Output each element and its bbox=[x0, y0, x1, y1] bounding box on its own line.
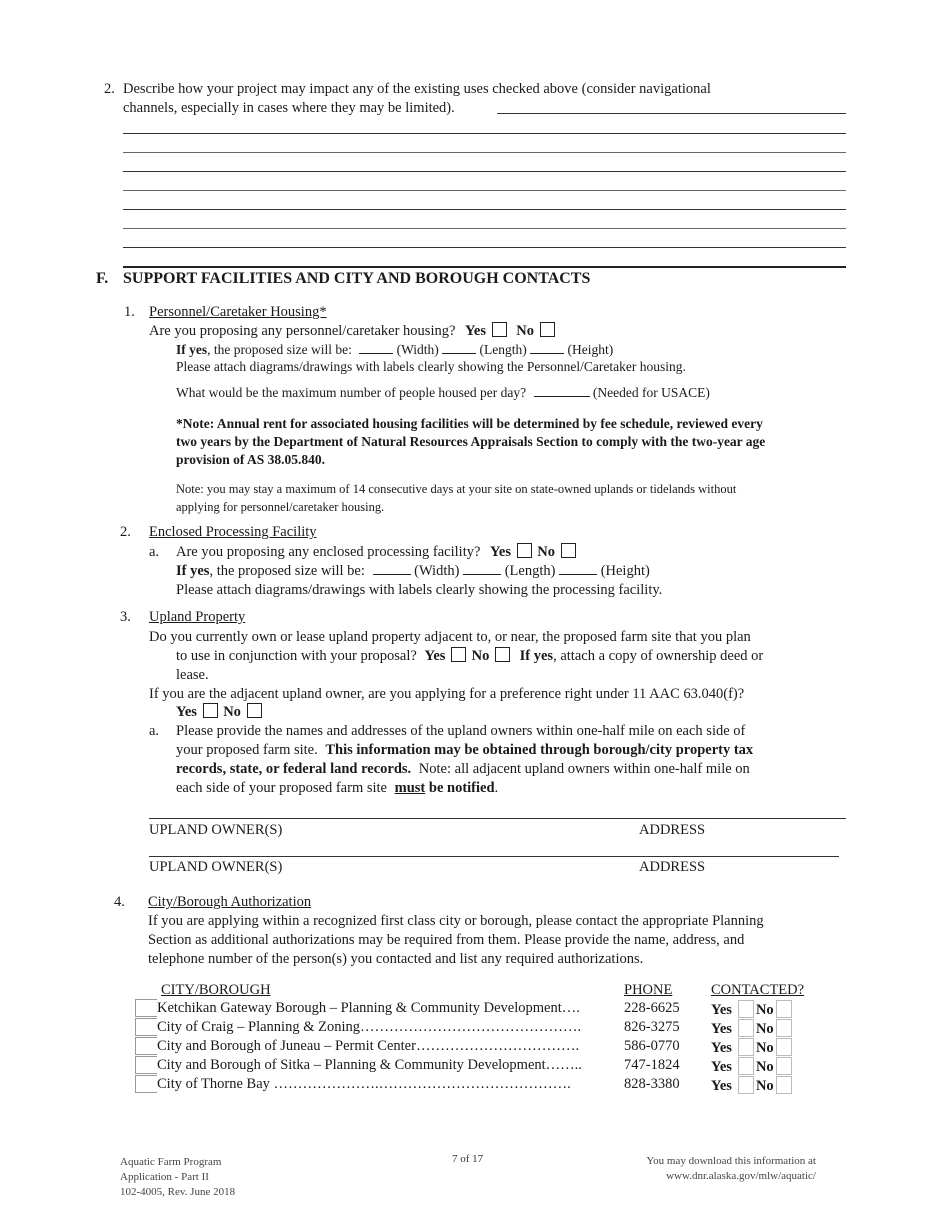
col-header-contacted: CONTACTED? bbox=[711, 982, 805, 998]
q2-answer-line-5[interactable] bbox=[123, 209, 846, 210]
item4-line1: If you are applying within a recognized first class city or borough, please contact the appropriate Planning bbox=[148, 913, 764, 929]
row-select-box-1[interactable] bbox=[135, 1018, 157, 1036]
section-divider bbox=[123, 266, 846, 268]
city-no-checkbox-3[interactable] bbox=[776, 1057, 792, 1075]
item2-title: Enclosed Processing Facility bbox=[149, 524, 317, 540]
item2-no-label: No bbox=[537, 544, 555, 560]
item1-question-row bbox=[149, 322, 557, 340]
item3-a-line2b: This information may be obtained through borough/city property tax bbox=[325, 742, 754, 758]
item2-number: 2. bbox=[120, 524, 131, 540]
item1-height-input[interactable] bbox=[530, 342, 564, 354]
upland-owner-label-2: UPLAND OWNER(S) bbox=[149, 859, 283, 875]
city-no-checkbox-2[interactable] bbox=[776, 1038, 792, 1056]
item1-ifyes-bold: If yes bbox=[176, 342, 208, 357]
item3-a-line4a: each side of your proposed farm site bbox=[176, 780, 387, 796]
row-select-box-0[interactable] bbox=[135, 999, 157, 1017]
item3-q-row2 bbox=[176, 647, 763, 665]
item1-ifyes-rest: , the proposed size will be: bbox=[207, 342, 352, 357]
item1-length-input[interactable] bbox=[442, 342, 476, 354]
item1-max-question: What would be the maximum number of people housed per day? bbox=[176, 385, 527, 400]
item3-pref-yes-checkbox[interactable] bbox=[203, 703, 218, 718]
item1-yes-label: Yes bbox=[465, 323, 486, 339]
city-name-1: City of Craig – Planning & Zoning………………………………………. bbox=[157, 1019, 582, 1035]
city-no-label-3: No bbox=[755, 1059, 774, 1075]
q2-answer-line-0[interactable] bbox=[497, 113, 846, 114]
item3-no-checkbox[interactable] bbox=[495, 647, 510, 662]
city-contacted-2 bbox=[711, 1038, 792, 1057]
item2-length-input[interactable] bbox=[463, 563, 501, 575]
q2-answer-line-1[interactable] bbox=[123, 133, 846, 134]
item3-a-line3 bbox=[176, 760, 750, 778]
item2-length-label: (Length) bbox=[504, 563, 556, 579]
q2-number: 2. bbox=[104, 81, 115, 97]
q2-text-line1: Describe how your project may impact any of the existing uses checked above (consider navigational bbox=[123, 81, 711, 97]
footer-page-number: 7 of 17 bbox=[452, 1153, 484, 1165]
city-no-label-2: No bbox=[755, 1040, 774, 1056]
item3-a-line4b: must bbox=[394, 780, 426, 796]
upland-owner-label-1: UPLAND OWNER(S) bbox=[149, 822, 283, 838]
city-name-2: City and Borough of Juneau – Permit Center……………………………. bbox=[157, 1038, 580, 1054]
row-select-box-2[interactable] bbox=[135, 1037, 157, 1055]
item2-question: Are you proposing any enclosed processing facility? bbox=[176, 544, 481, 560]
item2-ifyes-bold: If yes bbox=[176, 563, 210, 579]
item1-max-input[interactable] bbox=[534, 385, 590, 397]
col-header-city: CITY/BOROUGH bbox=[161, 982, 271, 998]
item3-pref-no-label: No bbox=[223, 704, 241, 720]
item1-title: Personnel/Caretaker Housing* bbox=[149, 304, 327, 320]
item3-pref-no-checkbox[interactable] bbox=[247, 703, 262, 718]
item1-note-line2: two years by the Department of Natural Resources Appraisals Section to comply with the two-year age bbox=[176, 434, 766, 449]
item2-width-label: (Width) bbox=[414, 563, 460, 579]
item3-a-line2 bbox=[176, 741, 753, 759]
item3-q-line2: to use in conjunction with your proposal? bbox=[176, 648, 417, 664]
city-yes-label-1: Yes bbox=[711, 1021, 732, 1037]
q2-text-line2: channels, especially in cases where they may be limited). bbox=[123, 100, 455, 116]
item3-yes-label: Yes bbox=[424, 648, 446, 664]
footer-download-url[interactable]: www.dnr.alaska.gov/mlw/aquatic/ bbox=[666, 1170, 816, 1182]
item4-number: 4. bbox=[114, 894, 125, 910]
item4-line3: telephone number of the person(s) you contacted and list any required authorizations. bbox=[148, 951, 644, 967]
item3-ifyes-rest: , attach a copy of ownership deed or bbox=[553, 648, 764, 664]
city-name-4: City of Thorne Bay ………………….…………………………………. bbox=[157, 1076, 571, 1092]
item1-height-label: (Height) bbox=[567, 342, 614, 357]
item1-note2-line1: Note: you may stay a maximum of 14 consecutive days at your site on state-owned uplands or tidelands without bbox=[176, 482, 737, 496]
city-yes-label-4: Yes bbox=[711, 1078, 732, 1094]
item2-height-input[interactable] bbox=[559, 563, 597, 575]
item1-note-line3: provision of AS 38.05.840. bbox=[176, 452, 326, 467]
city-yes-label-2: Yes bbox=[711, 1040, 732, 1056]
item2-width-input[interactable] bbox=[373, 563, 411, 575]
city-phone-2: 586-0770 bbox=[624, 1038, 680, 1054]
item2-height-label: (Height) bbox=[600, 563, 650, 579]
item3-a-line4 bbox=[176, 779, 498, 797]
item3-no-label: No bbox=[471, 648, 490, 664]
item2-attach: Please attach diagrams/drawings with labels clearly showing the processing facility. bbox=[176, 582, 663, 598]
item2-sub-label: a. bbox=[149, 544, 160, 560]
item4-title: City/Borough Authorization bbox=[148, 894, 312, 910]
item1-note2-line2: applying for personnel/caretaker housing. bbox=[176, 500, 385, 514]
q2-answer-line-2[interactable] bbox=[123, 152, 846, 153]
upland-owner-line-2[interactable] bbox=[149, 856, 839, 857]
city-contacted-1 bbox=[711, 1019, 792, 1038]
city-yes-checkbox-2[interactable] bbox=[738, 1038, 754, 1056]
city-yes-checkbox-0[interactable] bbox=[738, 1000, 754, 1018]
item1-question: Are you proposing any personnel/caretaker housing? bbox=[149, 323, 456, 339]
item3-sub-label: a. bbox=[149, 723, 160, 739]
item3-pref-row bbox=[176, 703, 264, 721]
city-no-label-0: No bbox=[755, 1002, 774, 1018]
item2-question-row bbox=[176, 543, 578, 561]
city-contacted-4 bbox=[711, 1076, 792, 1095]
city-no-checkbox-0[interactable] bbox=[776, 1000, 792, 1018]
item2-yes-checkbox[interactable] bbox=[517, 543, 532, 558]
city-contacted-0 bbox=[711, 1000, 792, 1019]
city-phone-4: 828-3380 bbox=[624, 1076, 680, 1092]
item3-q-line1: Do you currently own or lease upland property adjacent to, or near, the proposed farm site that you plan bbox=[149, 629, 751, 645]
item3-pref-line: If you are the adjacent upland owner, are you applying for a preference right under 11 AAC 63.040(f)? bbox=[149, 686, 745, 702]
item1-width-label: (Width) bbox=[396, 342, 439, 357]
item3-a-line3b: Note: all adjacent upland owners within one-half mile on bbox=[418, 761, 750, 777]
city-phone-0: 228-6625 bbox=[624, 1000, 680, 1016]
section-f-title: SUPPORT FACILITIES AND CITY AND BOROUGH CONTACTS bbox=[123, 270, 591, 287]
row-select-box-4[interactable] bbox=[135, 1075, 157, 1093]
item3-a-line4d: . bbox=[494, 780, 499, 796]
city-yes-label-3: Yes bbox=[711, 1059, 732, 1075]
item2-ifyes-rest: , the proposed size will be: bbox=[209, 563, 365, 579]
upland-address-label-1: ADDRESS bbox=[639, 822, 706, 838]
q2-answer-line-4[interactable] bbox=[123, 190, 846, 191]
upland-address-label-2: ADDRESS bbox=[639, 859, 706, 875]
item3-a-line2a: your proposed farm site. bbox=[176, 742, 318, 758]
item1-size-row bbox=[176, 341, 613, 359]
item3-a-line3a: records, state, or federal land records. bbox=[176, 761, 412, 777]
footer-download-text: You may download this information at bbox=[646, 1155, 816, 1167]
item2-yes-label: Yes bbox=[490, 544, 511, 560]
item1-length-label: (Length) bbox=[479, 342, 527, 357]
city-yes-label-0: Yes bbox=[711, 1002, 732, 1018]
item3-ifyes-bold: If yes bbox=[519, 648, 554, 664]
city-name-0: Ketchikan Gateway Borough – Planning & Community Development…. bbox=[157, 1000, 580, 1016]
section-f-letter: F. bbox=[96, 270, 109, 287]
item3-pref-yes-label: Yes bbox=[176, 704, 197, 720]
item3-q-line3: lease. bbox=[176, 667, 209, 683]
row-select-box-3[interactable] bbox=[135, 1056, 157, 1074]
city-yes-checkbox-4[interactable] bbox=[738, 1076, 754, 1094]
item1-no-label: No bbox=[516, 323, 534, 339]
item1-max-row bbox=[176, 384, 710, 402]
item2-size-row bbox=[176, 562, 650, 580]
item1-number: 1. bbox=[124, 304, 135, 320]
q2-answer-line-3[interactable] bbox=[123, 171, 846, 172]
footer-application: Application - Part II bbox=[120, 1171, 209, 1183]
q2-answer-line-7[interactable] bbox=[123, 247, 846, 248]
item1-attach: Please attach diagrams/drawings with labels clearly showing the Personnel/Caretaker housing. bbox=[176, 359, 686, 374]
city-yes-checkbox-3[interactable] bbox=[738, 1057, 754, 1075]
city-no-checkbox-1[interactable] bbox=[776, 1019, 792, 1037]
q2-answer-line-6[interactable] bbox=[123, 228, 846, 229]
city-name-3: City and Borough of Sitka – Planning & Community Development…….. bbox=[157, 1057, 582, 1073]
footer-right bbox=[631, 1154, 816, 1184]
item3-yes-checkbox[interactable] bbox=[451, 647, 466, 662]
item1-note-line1: *Note: Annual rent for associated housing facilities will be determined by fee schedule, reviewed every bbox=[176, 416, 763, 431]
item1-yes-checkbox[interactable] bbox=[492, 322, 507, 337]
city-contacted-3 bbox=[711, 1057, 792, 1076]
col-header-phone: PHONE bbox=[624, 982, 673, 998]
item2-no-checkbox[interactable] bbox=[561, 543, 576, 558]
item3-a-line4c: be notified bbox=[428, 780, 495, 796]
item3-number: 3. bbox=[120, 609, 131, 625]
upland-owner-line-1[interactable] bbox=[149, 818, 846, 819]
city-no-checkbox-4[interactable] bbox=[776, 1076, 792, 1094]
city-no-label-1: No bbox=[755, 1021, 774, 1037]
item3-a-line1: Please provide the names and addresses of the upland owners within one-half mile on each side of bbox=[176, 723, 746, 739]
item3-title: Upland Property bbox=[149, 609, 246, 625]
item1-usace: (Needed for USACE) bbox=[592, 385, 710, 400]
city-yes-checkbox-1[interactable] bbox=[738, 1019, 754, 1037]
footer-left bbox=[120, 1155, 235, 1200]
item1-width-input[interactable] bbox=[359, 342, 393, 354]
footer-form-number: 102-4005, Rev. June 2018 bbox=[120, 1186, 236, 1198]
city-phone-1: 826-3275 bbox=[624, 1019, 680, 1035]
city-no-label-4: No bbox=[755, 1078, 774, 1094]
item4-line2: Section as additional authorizations may be required from them. Please provide the name, address, and bbox=[148, 932, 745, 948]
city-phone-3: 747-1824 bbox=[624, 1057, 680, 1073]
item1-no-checkbox[interactable] bbox=[540, 322, 555, 337]
footer-program: Aquatic Farm Program bbox=[120, 1156, 222, 1168]
